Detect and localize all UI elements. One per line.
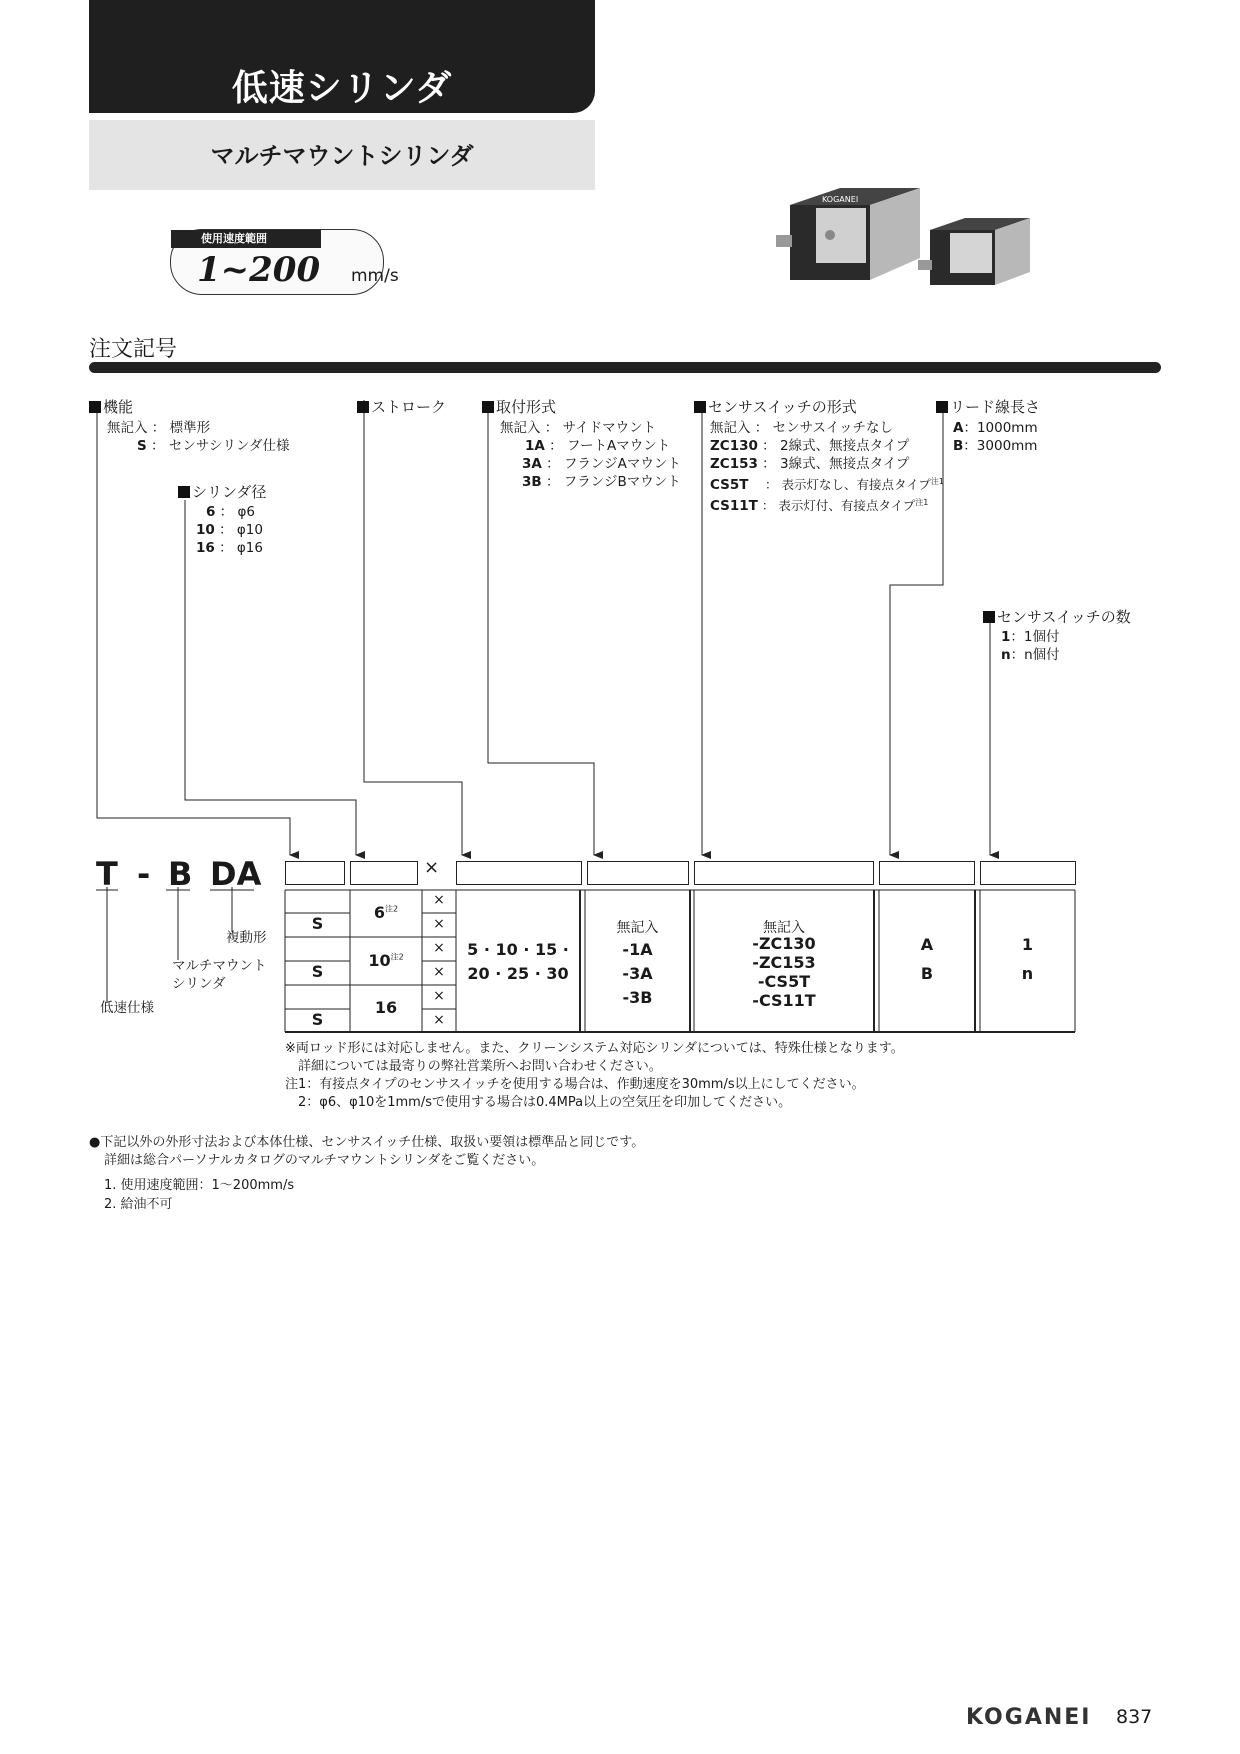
info-line: 詳細は総合パーソナルカタログのマルチマウントシリンダをご覧ください。 [104,1153,545,1168]
mount-option: 1A ： フートAマウント [525,438,671,454]
model-code-dash: - [137,855,151,893]
model-code-t: T [96,855,118,893]
legend-b-line2: シリンダ [172,976,226,992]
bore-option: 10 ： φ10 [196,522,263,538]
table-sensor-none: 無記入 [763,920,805,936]
table-times: × [433,940,445,956]
sensor-option: CS11T ： 表示灯付、有接点タイプ$^{注1}$ [710,498,929,515]
table-times: × [433,892,445,908]
sensor-option: 無記入 ： センサスイッチなし [710,420,894,436]
speed-range-label: 使用速度範囲 [171,230,321,248]
table-sensor-cs11t: -CS11T [752,991,816,1010]
count-option: 1：1個付 [1001,629,1060,645]
table-lead-b: B [920,964,934,983]
category-sensor-title: センサスイッチの形式 [694,396,857,417]
category-bore-title: シリンダ径 [178,481,266,502]
note-line: 2：φ6、φ10を1mm/sで使用する場合は0.4MPa以上の空気圧を印加してください。 [285,1095,792,1110]
table-function-s: S [311,962,324,981]
category-function-title: 機能 [89,396,133,417]
info-item: 1. 使用速度範囲：1〜200mm/s [104,1178,295,1193]
mount-option: 3A ： フランジAマウント [522,456,681,472]
page-subtitle: マルチマウントシリンダ [210,142,474,170]
function-option: S ： センサシリンダ仕様 [137,438,290,454]
table-bore-16: 16 [374,998,398,1017]
note-line: 注1：有接点タイプのセンサスイッチを使用する場合は、作動速度を30mm/s以上にしてください。 [285,1077,865,1092]
info-line: ●下記以外の外形寸法および本体仕様、センサスイッチ仕様、取扱い要領は標準品と同じです。 [89,1135,645,1150]
table-times: × [433,964,445,980]
table-sensor-zc130: -ZC130 [752,934,816,953]
table-bore-10: 10$^{注2}$ [368,951,404,970]
model-code-b: B [168,855,193,893]
function-option: 無記入 ： 標準形 [107,420,211,436]
category-count-title: センサスイッチの数 [983,606,1131,627]
option-code: 無記入 [107,420,148,436]
table-times: × [433,1012,445,1028]
table-times: × [433,988,445,1004]
option-code: S [137,438,147,454]
box-times: × [424,857,440,878]
table-stroke-line2: 20 · 25 · 30 [467,964,569,983]
option-desc: 標準形 [169,420,211,436]
table-stroke-line1: 5 · 10 · 15 · [467,940,569,959]
legend-b-line1: マルチマウント [172,958,267,974]
category-stroke-title: ストローク [357,396,446,417]
note-line: ※両ロッド形には対応しません。また、クリーンシステム対応シリンダについては、特殊仕様となります。 [285,1041,904,1056]
legend-t: 低速仕様 [100,1000,154,1016]
speed-range-value: 1~200 [197,250,321,290]
count-option: n：n個付 [1001,647,1060,663]
table-function-s: S [311,914,324,933]
legend-da: 複動形 [226,930,267,946]
lead-option: A：1000mm [953,420,1038,436]
speed-range-unit: mm/s [351,266,399,286]
product-brand: KOGANEI [822,195,859,204]
sensor-option: ZC130 ： 2線式、無接点タイプ [710,438,910,454]
table-count-1: 1 [1021,935,1034,954]
category-mount-title: 取付形式 [482,396,556,417]
table-count-n: n [1021,964,1034,983]
section-title: 注文記号 [89,337,178,362]
table-function-s: S [311,1010,324,1029]
table-mount-1a: -1A [622,940,653,959]
footer-logo: KOGANEI [966,1705,1092,1730]
sensor-option: ZC153 ： 3線式、無接点タイプ [710,456,910,472]
model-code-da: DA [210,855,262,893]
table-mount-3a: -3A [622,964,653,983]
mount-option: 3B ： フランジBマウント [522,474,681,490]
table-lead-a: A [920,935,934,954]
table-mount-3b: -3B [622,988,653,1007]
table-bore-6: 6$^{注2}$ [373,903,399,922]
table-sensor-cs5t: -CS5T [757,972,811,991]
info-item: 2. 給油不可 [104,1197,173,1212]
bore-option: 6 ： φ6 [206,504,255,520]
page-number: 837 [1116,1706,1153,1728]
lead-option: B：3000mm [953,438,1038,454]
note-line: 詳細については最寄りの弊社営業所へお問い合わせください。 [285,1059,662,1074]
table-sensor-zc153: -ZC153 [752,953,816,972]
sensor-option: CS5T ： 表示灯なし、有接点タイプ$^{注1}$ [710,477,944,494]
option-desc: センサシリンダ仕様 [168,438,290,454]
mount-option: 無記入 ： サイドマウント [500,420,657,436]
category-lead-title: リード線長さ [936,396,1040,417]
bore-option: 16 ： φ16 [196,540,263,556]
table-times: × [433,916,445,932]
page-title: 低速シリンダ [231,68,453,109]
table-mount-none: 無記入 [616,920,659,936]
